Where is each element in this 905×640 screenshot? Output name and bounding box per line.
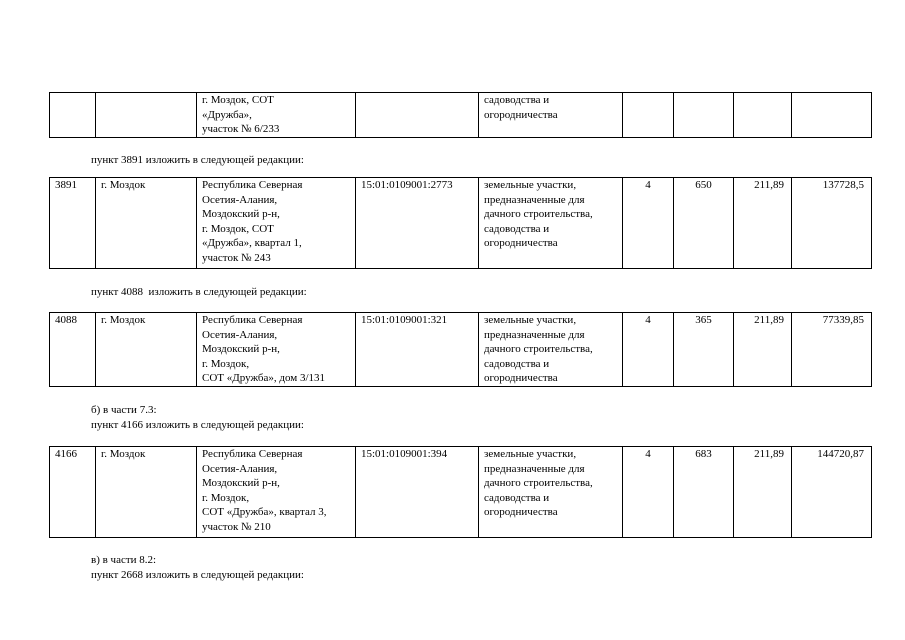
cell-number: 4166 bbox=[50, 447, 96, 538]
paragraph-item-2668: пункт 2668 изложить в следующей редакции: bbox=[91, 569, 304, 581]
cell-address: Республика Северная Осетия-Алания, Моздокский р-н, г. Моздок, СОТ «Дружба», квартал 3, участок № 210 bbox=[197, 447, 356, 538]
property-table-3891 bbox=[49, 177, 872, 269]
cell-address: Республика Северная Осетия-Алания, Моздокский р-н, г. Моздок, СОТ «Дружба», квартал 1, участок № 243 bbox=[197, 178, 356, 269]
cell-specific-value: 211,89 bbox=[734, 313, 792, 387]
cell-area: 683 bbox=[674, 447, 734, 538]
cell-area: 650 bbox=[674, 178, 734, 269]
cell-land-use: садоводства и огородничества bbox=[479, 93, 623, 138]
cell-cadastral-number bbox=[356, 93, 479, 138]
table-row bbox=[50, 93, 872, 138]
cell-cadastral-value: 137728,5 bbox=[792, 178, 872, 269]
cell-cadastral-number: 15:01:0109001:321 bbox=[356, 313, 479, 387]
cell-land-use: земельные участки, предназначенные для дачного строительства, садоводства и огородничества bbox=[479, 178, 623, 269]
cell-number: 4088 bbox=[50, 313, 96, 387]
cell-area bbox=[674, 93, 734, 138]
paragraph-item-3891: пункт 3891 изложить в следующей редакции: bbox=[91, 154, 304, 166]
cell-group bbox=[623, 93, 674, 138]
cell-area: 365 bbox=[674, 313, 734, 387]
cell-settlement: г. Моздок bbox=[96, 447, 197, 538]
cell-group: 4 bbox=[623, 178, 674, 269]
cell-cadastral-value: 77339,85 bbox=[792, 313, 872, 387]
cell-address: Республика Северная Осетия-Алания, Моздокский р-н, г. Моздок, СОТ «Дружба», дом 3/131 bbox=[197, 313, 356, 387]
property-table-4088 bbox=[49, 312, 872, 387]
cell-settlement: г. Моздок bbox=[96, 313, 197, 387]
cell-settlement bbox=[96, 93, 197, 138]
table-row bbox=[50, 447, 872, 538]
cell-specific-value: 211,89 bbox=[734, 447, 792, 538]
cell-specific-value bbox=[734, 93, 792, 138]
cell-specific-value: 211,89 bbox=[734, 178, 792, 269]
table-row bbox=[50, 178, 872, 269]
paragraph-part-7-3: б) в части 7.3: bbox=[91, 404, 157, 416]
cell-number bbox=[50, 93, 96, 138]
cell-address: г. Моздок, СОТ «Дружба», участок № 6/233 bbox=[197, 93, 356, 138]
cell-group: 4 bbox=[623, 447, 674, 538]
paragraph-part-8-2: в) в части 8.2: bbox=[91, 554, 157, 566]
cell-settlement: г. Моздок bbox=[96, 178, 197, 269]
property-table-continuation bbox=[49, 92, 872, 138]
cell-land-use: земельные участки, предназначенные для дачного строительства, садоводства и огородничества bbox=[479, 447, 623, 538]
cell-cadastral-value: 144720,87 bbox=[792, 447, 872, 538]
cell-land-use: земельные участки, предназначенные для дачного строительства, садоводства и огородничества bbox=[479, 313, 623, 387]
table-row bbox=[50, 313, 872, 387]
property-table-4166 bbox=[49, 446, 872, 538]
cell-cadastral-number: 15:01:0109001:2773 bbox=[356, 178, 479, 269]
cell-cadastral-number: 15:01:0109001:394 bbox=[356, 447, 479, 538]
cell-group: 4 bbox=[623, 313, 674, 387]
cell-number: 3891 bbox=[50, 178, 96, 269]
paragraph-item-4088: пункт 4088 изложить в следующей редакции: bbox=[91, 286, 307, 298]
cell-cadastral-value bbox=[792, 93, 872, 138]
paragraph-item-4166: пункт 4166 изложить в следующей редакции: bbox=[91, 419, 304, 431]
